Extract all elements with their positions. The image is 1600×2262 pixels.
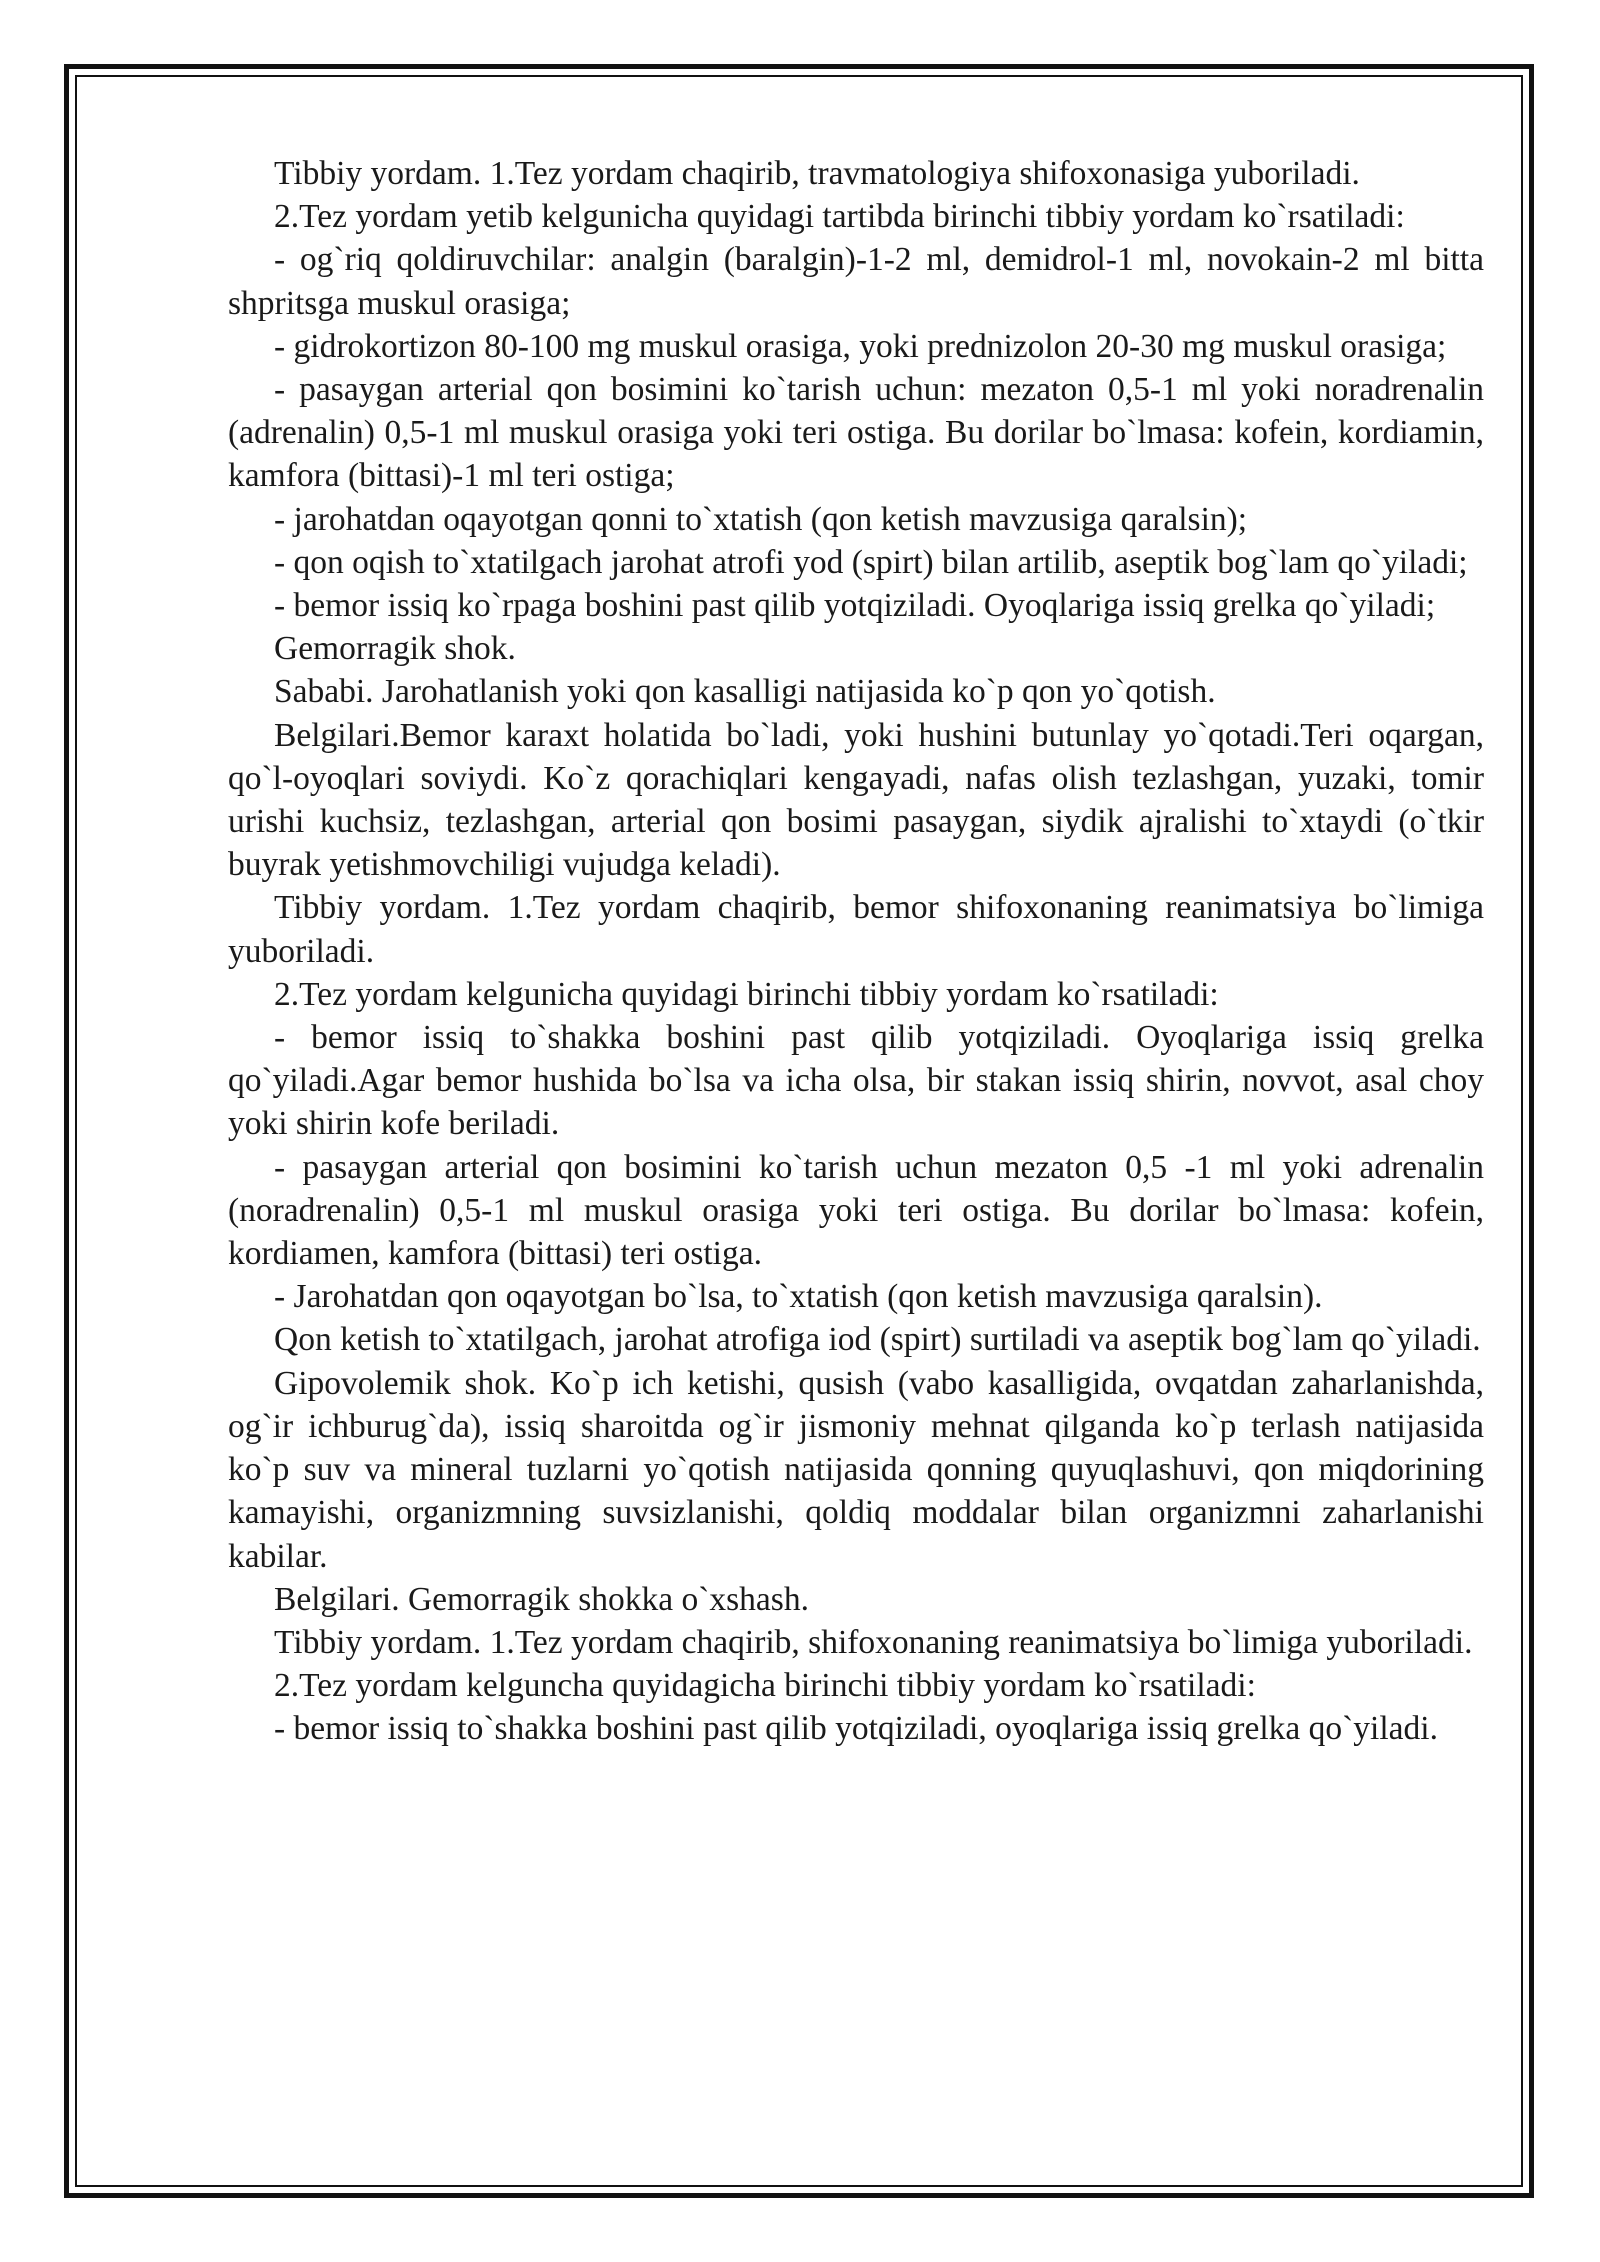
document-body bbox=[228, 152, 1484, 1751]
paragraph: Belgilari.Bemor karaxt holatida bo`ladi, yoki hushini butunlay yo`qotadi.Teri oqargan, qo`l-oyoqlari soviydi. Ko`z qorachiqlari kengayadi, nafas olish tezlashgan, yuzaki, tomir urishi kuchsiz, tezlashgan, arterial qon bosimi pasaygan, siydik ajralishi to`xtaydi (o`tkir buyrak yetishmovchiligi vujudga keladi). bbox=[228, 716, 1484, 884]
paragraph: Sababi. Jarohatlanish yoki qon kasalligi natijasida ko`p qon yo`qotish. bbox=[274, 673, 1216, 711]
paragraph: - pasaygan arterial qon bosimini ko`tarish uchun mezaton 0,5 -1 ml yoki adrenalin (noradrenalin) 0,5-1 ml muskul orasiga yoki teri ostiga. Bu dorilar bo`lmasa: kofein, kordiamen, kamfora (bittasi) teri ostiga. bbox=[228, 1148, 1484, 1273]
paragraph: 2.Tez yordam yetib kelgunicha quyidagi tartibda birinchi tibbiy yordam ko`rsatiladi: bbox=[274, 198, 1405, 236]
paragraph: - Jarohatdan qon oqayotgan bo`lsa, to`xtatish (qon ketish mavzusiga qaralsin). bbox=[274, 1278, 1323, 1316]
paragraph: - bemor issiq to`shakka boshini past qilib yotqiziladi, oyoqlariga issiq grelka qo`yiladi. bbox=[274, 1710, 1438, 1748]
paragraph: - bemor issiq to`shakka boshini past qilib yotqiziladi. Oyoqlariga issiq grelka qo`yiladi.Agar bemor hushida bo`lsa va icha olsa, bir stakan issiq shirin, novvot, asal choy yoki shirin kofe beriladi. bbox=[228, 1019, 1484, 1143]
paragraph: - jarohatdan oqayotgan qonni to`xtatish (qon ketish mavzusiga qaralsin); bbox=[274, 500, 1248, 538]
paragraph: - gidrokortizon 80-100 mg muskul orasiga, yoki prednizolon 20-30 mg muskul orasiga; bbox=[274, 327, 1447, 365]
paragraph: - qon oqish to`xtatilgach jarohat atrofi yod (spirt) bilan artilib, aseptik bog`lam qo`yiladi; bbox=[274, 543, 1468, 581]
paragraph: Tibbiy yordam. 1.Tez yordam chaqirib, shifoxonaning reanimatsiya bo`limiga yuboriladi. bbox=[274, 1623, 1473, 1661]
paragraph: - pasaygan arterial qon bosimini ko`tarish uchun: mezaton 0,5-1 ml yoki noradrenalin (adrenalin) 0,5-1 ml muskul orasiga yoki teri ostiga. Bu dorilar bo`lmasa: kofein, kordiamin, kamfora (bittasi)-1 ml teri ostiga; bbox=[228, 371, 1484, 495]
paragraph: Qon ketish to`xtatilgach, jarohat atrofiga iod (spirt) surtiladi va aseptik bog`lam qo`yiladi. bbox=[274, 1321, 1481, 1359]
paragraph: Belgilari. Gemorragik shokka o`xshash. bbox=[274, 1580, 809, 1618]
paragraph: Tibbiy yordam. 1.Tez yordam chaqirib, travmatologiya shifoxonasiga yuboriladi. bbox=[274, 155, 1360, 192]
paragraph: 2.Tez yordam kelgunicha quyidagi birinchi tibbiy yordam ko`rsatiladi: bbox=[274, 975, 1219, 1013]
paragraph: Tibbiy yordam. 1.Tez yordam chaqirib, bemor shifoxonaning reanimatsiya bo`limiga yuboriladi. bbox=[228, 889, 1484, 970]
paragraph: 2.Tez yordam kelguncha quyidagicha birinchi tibbiy yordam ko`rsatiladi: bbox=[274, 1667, 1256, 1705]
section-heading: Gemorragik shok. bbox=[274, 630, 516, 668]
paragraph: Gipovolemik shok. Ko`p ich ketishi, qusish (vabo kasalligida, ovqatdan zaharlanishda, og`ir ichburug`da), issiq sharoitda og`ir jismoniy mehnat qilganda ko`p terlash natijasida ko`p suv va mineral tuzlarni yo`qotish natijasida qonning quyuqlashuvi, qon miqdorining kamayishi, organizmning suvsizlanishi, qoldiq moddalar bilan organizmni zaharlanishi kabilar. bbox=[228, 1364, 1484, 1575]
paragraph: - bemor issiq ko`rpaga boshini past qilib yotqiziladi. Oyoqlariga issiq grelka qo`yiladi; bbox=[274, 587, 1436, 625]
paragraph: - og`riq qoldiruvchilar: analgin (baralgin)-1-2 ml, demidrol-1 ml, novokain-2 ml bitta shpritsga muskul orasiga; bbox=[228, 241, 1484, 322]
